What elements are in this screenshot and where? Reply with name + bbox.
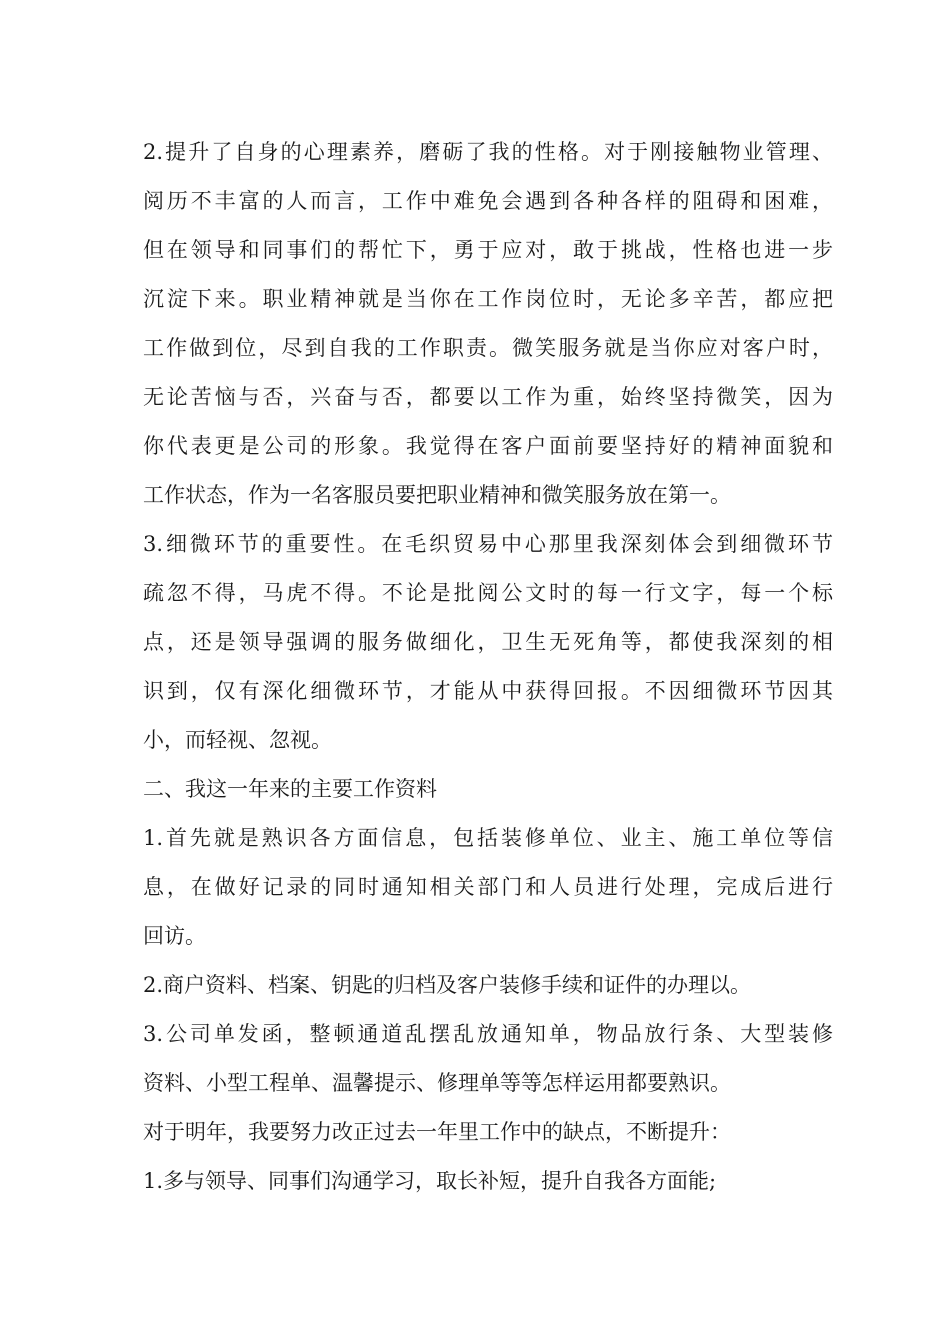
text-line: 阅历不丰富的人而言，工作中难免会遇到各种各样的阻碍和困难， (143, 189, 833, 213)
text-line: 1.多与领导、同事们沟通学习，取长补短，提升自我各方面能; (143, 1169, 717, 1193)
text-line: 对于明年，我要努力改正过去一年里工作中的缺点，不断提升： (143, 1120, 731, 1144)
text-line: 你代表更是公司的形象。我觉得在客户面前要坚持好的精神面貌和 (143, 434, 833, 458)
text-line: 但在领导和同事们的帮忙下，勇于应对，敢于挑战，性格也进一步 (143, 238, 833, 262)
text-line: 2.商户资料、档案、钥匙的归档及客户装修手续和证件的办理以。 (143, 973, 752, 997)
text-line: 3.公司单发函，整顿通道乱摆乱放通知单，物品放行条、大型装修 (143, 1022, 833, 1046)
text-line: 回访。 (143, 924, 206, 948)
text-line: 资料、小型工程单、温馨提示、修理单等等怎样运用都要熟识。 (143, 1071, 731, 1095)
text-line: 3.细微环节的重要性。在毛织贸易中心那里我深刻体会到细微环节 (143, 532, 833, 556)
text-line: 小，而轻视、忽视。 (143, 728, 332, 752)
text-line: 点，还是领导强调的服务做细化，卫生无死角等，都使我深刻的相 (143, 630, 833, 654)
text-line: 工作状态，作为一名客服员要把职业精神和微笑服务放在第一。 (143, 483, 731, 507)
text-line: 工作做到位，尽到自我的工作职责。微笑服务就是当你应对客户时， (143, 336, 833, 360)
text-line: 识到，仅有深化细微环节，才能从中获得回报。不因细微环节因其 (143, 679, 833, 703)
document-body (143, 128, 833, 1206)
text-line: 息，在做好记录的同时通知相关部门和人员进行处理，完成后进行 (143, 875, 833, 899)
text-line: 无论苦恼与否，兴奋与否，都要以工作为重，始终坚持微笑，因为 (143, 385, 833, 409)
text-line: 2.提升了自身的心理素养，磨砺了我的性格。对于刚接触物业管理、 (143, 140, 833, 164)
text-line: 疏忽不得，马虎不得。不论是批阅公文时的每一行文字，每一个标 (143, 581, 833, 605)
text-line: 1.首先就是熟识各方面信息，包括装修单位、业主、施工单位等信 (143, 826, 833, 850)
text-line: 沉淀下来。职业精神就是当你在工作岗位时，无论多辛苦，都应把 (143, 287, 833, 311)
text-line: 二、我这一年来的主要工作资料 (143, 777, 437, 801)
